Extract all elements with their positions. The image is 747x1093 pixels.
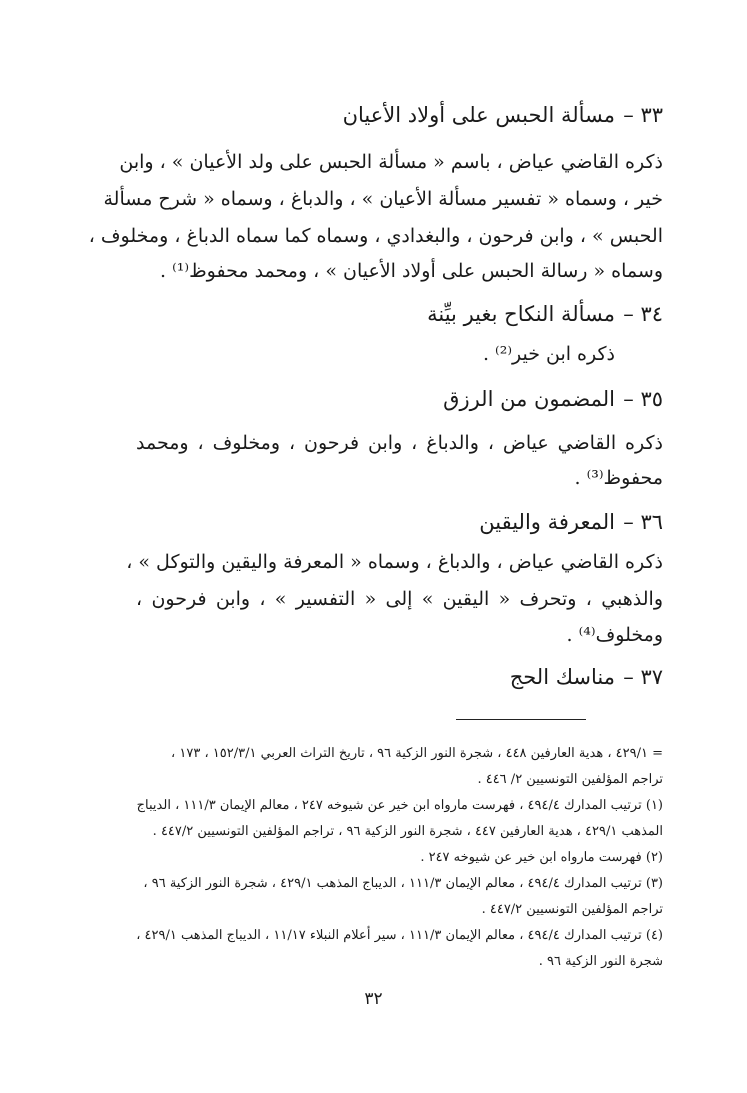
entry-number: ٣٤ –: [623, 302, 663, 326]
footnote-line: (١) ترتيب المدارك ٤٩٤/٤ ، فهرست مارواه ابن خير عن شيوخه ٢٤٧ ، معالم الإيمان ١١١/٣ ، الديباج: [136, 798, 663, 813]
footnote-line: شجرة النور الزكية ٩٦ .: [538, 954, 663, 969]
entry-number: ٣٧ –: [623, 665, 663, 689]
entry-title: المضمون من الرزق: [443, 387, 615, 411]
body-line: الحبس » ، وابن فرحون ، والبغدادي ، وسماه كما سماه الدباغ ، ومخلوف ،: [88, 225, 663, 247]
body-line: ذكره القاضي عياض ، والدباغ ، وسماه « المعرفة واليقين والتوكل » ،: [126, 551, 663, 573]
footnote-line: المذهب ٤٢٩/١ ، هدية العارفين ٤٤٧ ، شجرة النور الزكية ٩٦ ، تراجم المؤلفين التونسيين ٤٤٧/٢ .: [152, 824, 663, 839]
footnote-line: = ٤٢٩/١ ، هدية العارفين ٤٤٨ ، شجرة النور الزكية ٩٦ ، تاريخ التراث العربي ١٥٢/٣/١ ، ١٧٣ ،: [171, 746, 663, 761]
body-line: وسماه « رسالة الحبس على أولاد الأعيان » ، ومحمد محفوظ⁽¹⁾ .: [160, 260, 663, 282]
entry-title: مسألة النكاح بغير بيِّنة: [427, 302, 615, 326]
entry-number: ٣٥ –: [623, 387, 663, 411]
body-line: ذكره القاضي عياض ، باسم « مسألة الحبس على ولد الأعيان » ، وابن: [119, 151, 663, 173]
body-line: ذكره ابن خير⁽²⁾ .: [482, 343, 615, 365]
footnote-line: تراجم المؤلفين التونسيين ٢/ ٤٤٦ .: [477, 772, 663, 787]
body-line: ذكره القاضي عياض ، والدباغ ، وابن فرحون ، ومخلوف ، ومحمد: [136, 432, 663, 454]
entry-number: ٣٣ –: [623, 103, 663, 127]
body-line: خير ، وسماه « تفسير مسألة الأعيان » ، والدباغ ، وسماه « شرح مسألة: [103, 188, 663, 210]
footnote-line: (٢) فهرست مارواه ابن خير عن شيوخه ٢٤٧ .: [420, 850, 663, 865]
entry-title: مسألة الحبس على أولاد الأعيان: [342, 103, 615, 127]
footnote-line: تراجم المؤلفين التونسيين ٤٤٧/٢ .: [481, 902, 663, 917]
footnote-line: (٤) ترتيب المدارك ٤٩٤/٤ ، معالم الإيمان ١١١/٣ ، سير أعلام النبلاء ١١/١٧ ، الديباج المذهب ٤٢٩/١ ،: [136, 928, 663, 943]
entry-title: المعرفة واليقين: [479, 510, 615, 534]
entry-title: مناسك الحج: [509, 665, 615, 689]
body-line: محفوظ⁽³⁾ .: [574, 467, 663, 489]
page-number: ٣٢: [364, 989, 383, 1009]
footnote-separator: [456, 719, 586, 720]
body-line: ومخلوف⁽⁴⁾ .: [566, 624, 663, 646]
body-line: والذهبي ، وتحرف « اليقين » إلى « التفسير » ، وابن فرحون ،: [136, 588, 663, 610]
footnote-line: (٣) ترتيب المدارك ٤٩٤/٤ ، معالم الإيمان ١١١/٣ ، الديباج المذهب ٤٢٩/١ ، شجرة النور الزكية ٩٦ ،: [143, 876, 663, 891]
entry-number: ٣٦ –: [623, 510, 663, 534]
